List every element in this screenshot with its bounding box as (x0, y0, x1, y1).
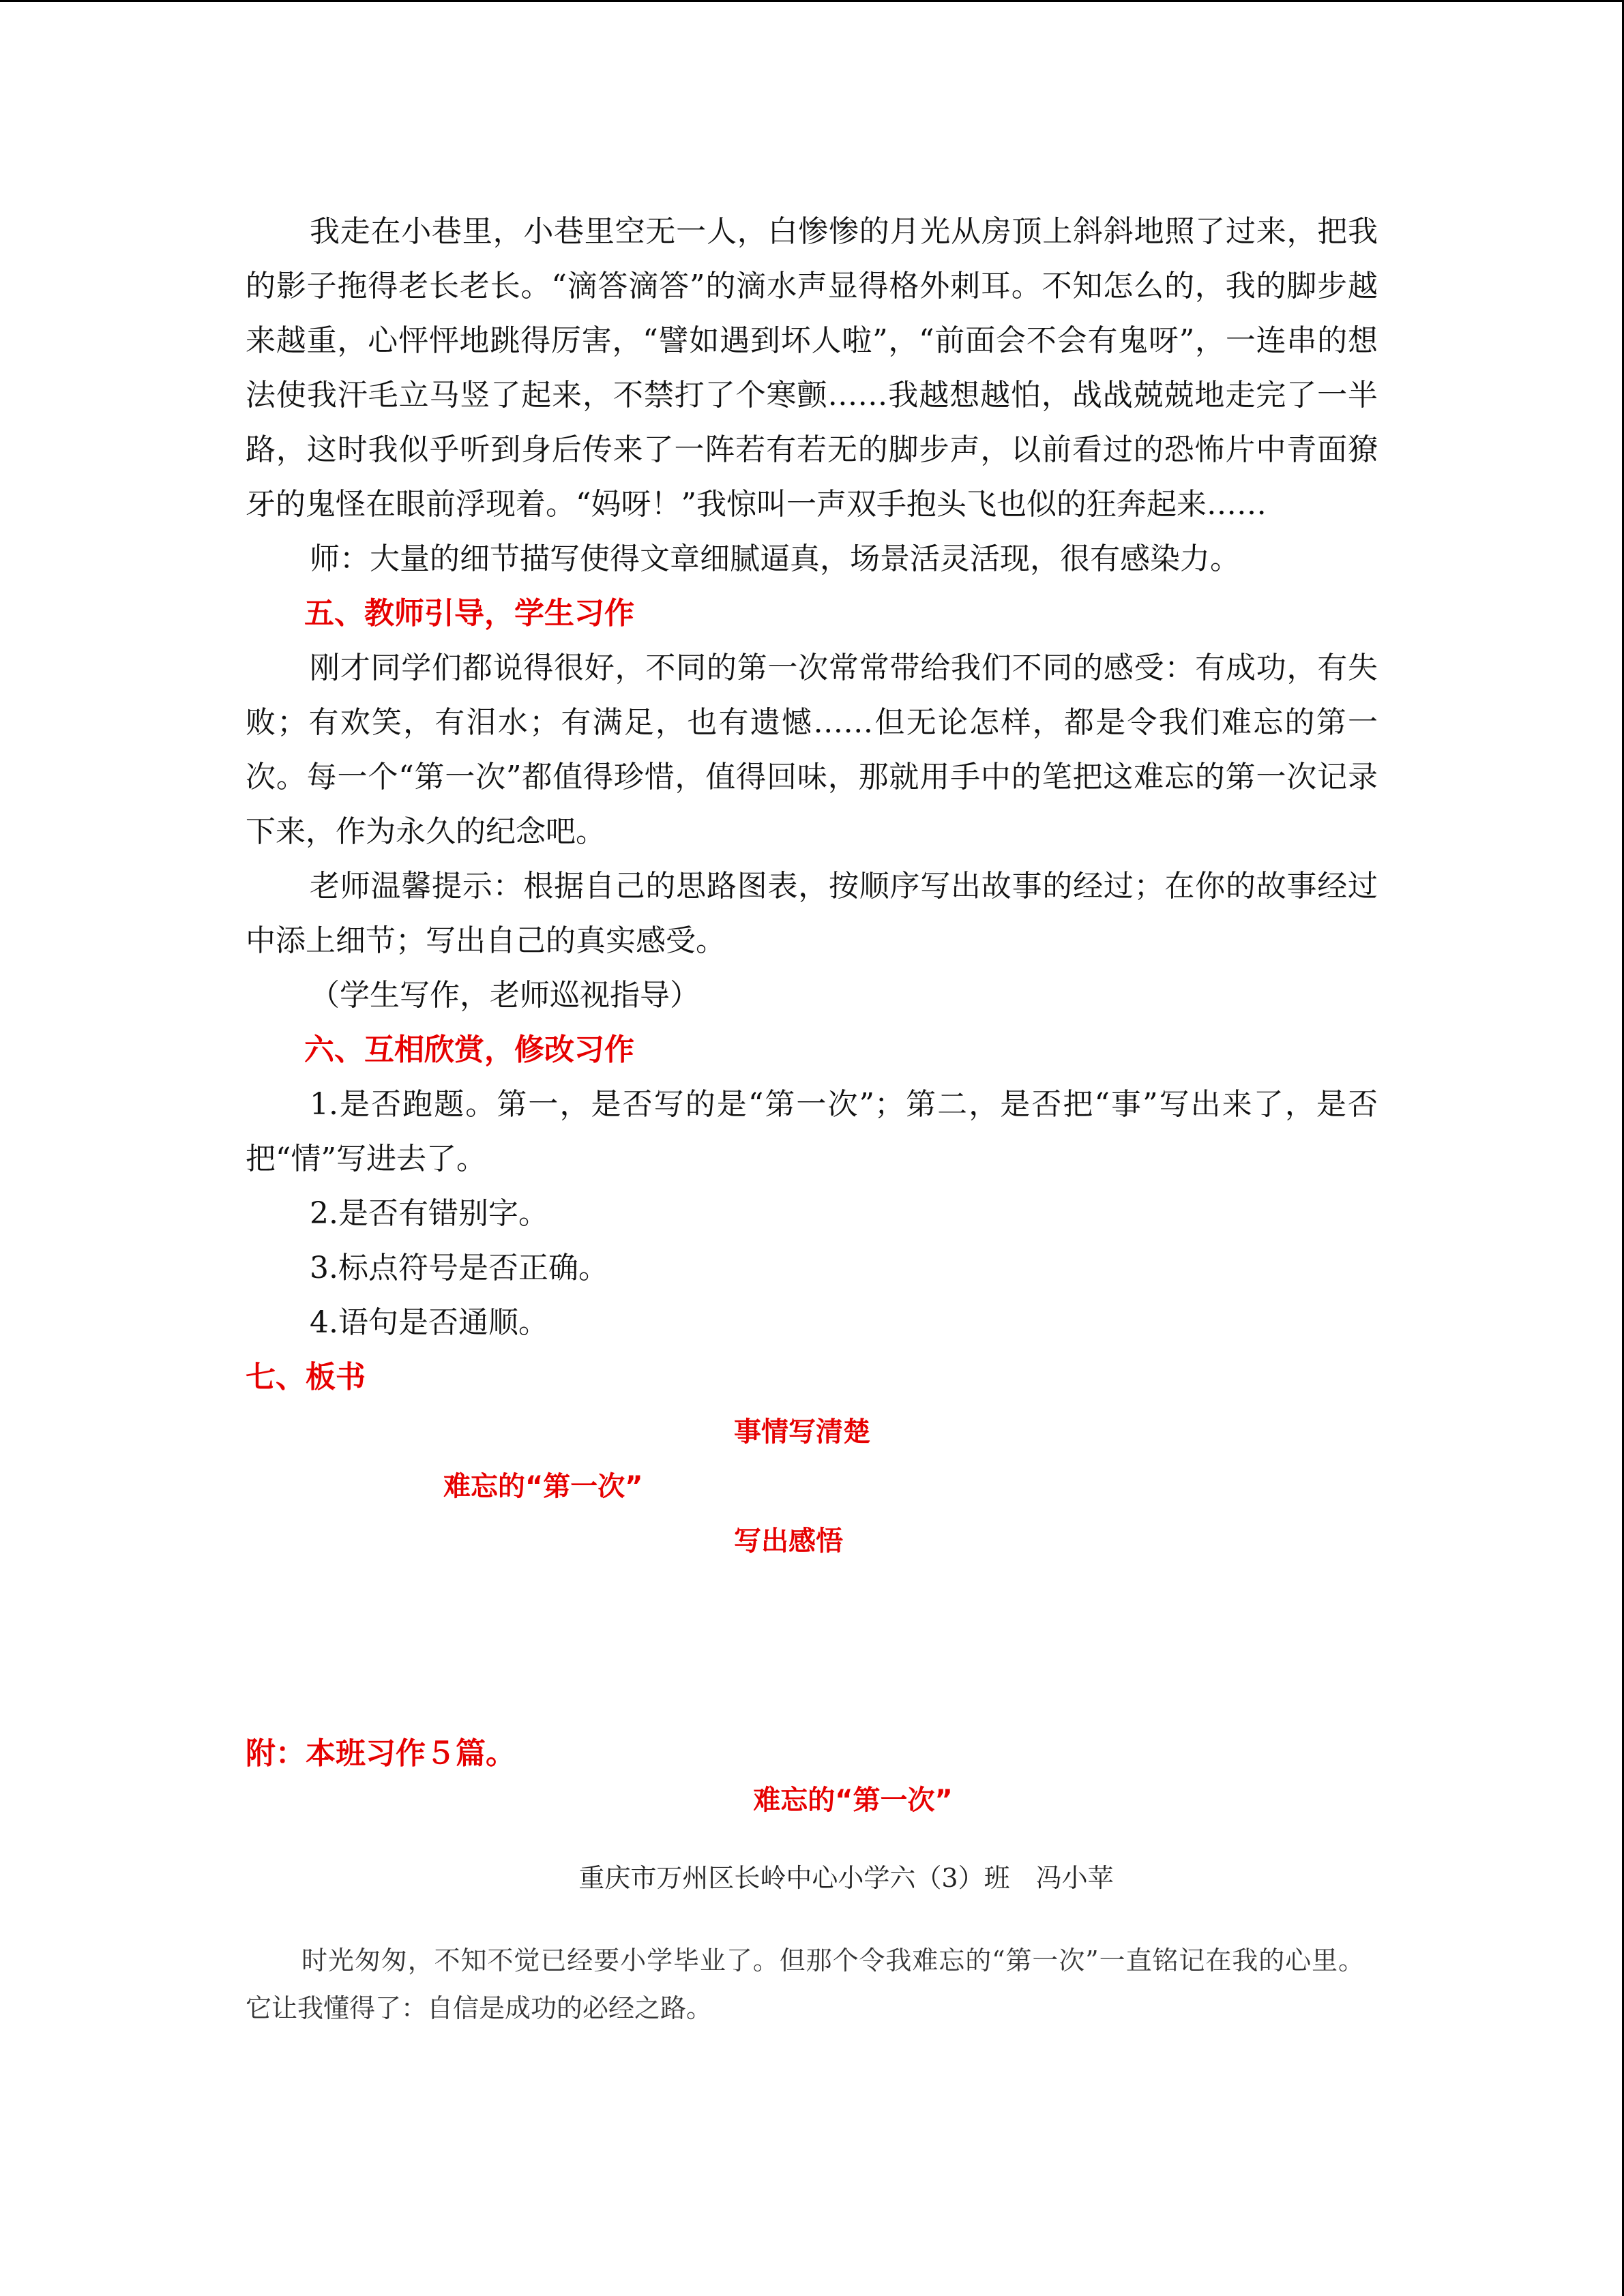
board-bottom-line: 写出感悟 (734, 1525, 843, 1557)
section-7-heading: 七、板书 (246, 1360, 366, 1395)
board-top-line: 事情写清楚 (734, 1416, 870, 1448)
teacher-comment: 师：大量的细节描写使得文章细腻逼真，场景活灵活现，很有感染力。 (310, 541, 1240, 576)
story-paragraph: 我走在小巷里，小巷里空无一人，白惨惨的月光从房顶上斜斜地照了过来，把我的影子拖得老长老长。“滴答滴答”的滴水声显得格外刺耳。不知怎么的，我的脚步越来越重，心怦怦地跳得厉害，“譬如遇到坏人啦”，“前面会不会有鬼呀”，一连串的想法使我汗毛立马竖了起来，不禁打了个寒颤……我越想越怕，战战兢兢地走完了一半路，这时我似乎听到身后传来了一阵若有若无的脚步声，以前看过的恐怖片中青面獠牙的鬼怪在眼前浮现着。“妈呀！”我惊叫一声双手抱头飞也似的狂奔起来…… (246, 214, 1378, 522)
board-center-title: 难忘的“第一次” (443, 1471, 643, 1502)
essay-author: 重庆市万州区长岭中心小学六（3）班 冯小苹 (578, 1863, 1114, 1893)
section-5-heading: 五、教师引导，学生习作 (304, 596, 634, 631)
section-5-paragraph-3: （学生写作，老师巡视指导） (310, 978, 700, 1013)
document-body (246, 205, 1378, 1602)
section-5-paragraph-2: 老师温馨提示：根据自己的思路图表，按顺序写出故事的经过；在你的故事经过中添上细节；写出自己的真实感受。 (246, 869, 1378, 958)
blackboard-summary (246, 1405, 1378, 1602)
essay-body (246, 1937, 1364, 2032)
appendix-title: 附：本班习作５篇。 (246, 1736, 516, 1771)
essay-paragraph-1: 时光匆匆，不知不觉已经要小学毕业了。但那个令我难忘的“第一次”一直铭记在我的心里。它让我懂得了：自信是成功的必经之路。 (246, 1945, 1364, 2023)
section-6-heading: 六、互相欣赏，修改习作 (304, 1032, 634, 1067)
checklist-item-3: 3.标点符号是否正确。 (310, 1251, 608, 1285)
section-5-paragraph-1: 刚才同学们都说得很好，不同的第一次常常带给我们不同的感受：有成功，有失败；有欢笑，有泪水；有满足，也有遗憾……但无论怎样，都是令我们难忘的第一次。每一个“第一次”都值得珍惜，值得回味，那就用手中的笔把这难忘的第一次记录下来，作为永久的纪念吧。 (246, 651, 1378, 849)
checklist-item-2: 2.是否有错别字。 (310, 1196, 548, 1231)
checklist-item-1: 1.是否跑题。第一，是否写的是“第一次”；第二，是否把“事”写出来了，是否把“情”写进去了。 (246, 1087, 1378, 1176)
top-border-line (0, 0, 1624, 2)
checklist-item-4: 4.语句是否通顺。 (310, 1305, 548, 1340)
essay-title: 难忘的“第一次” (753, 1785, 953, 1816)
